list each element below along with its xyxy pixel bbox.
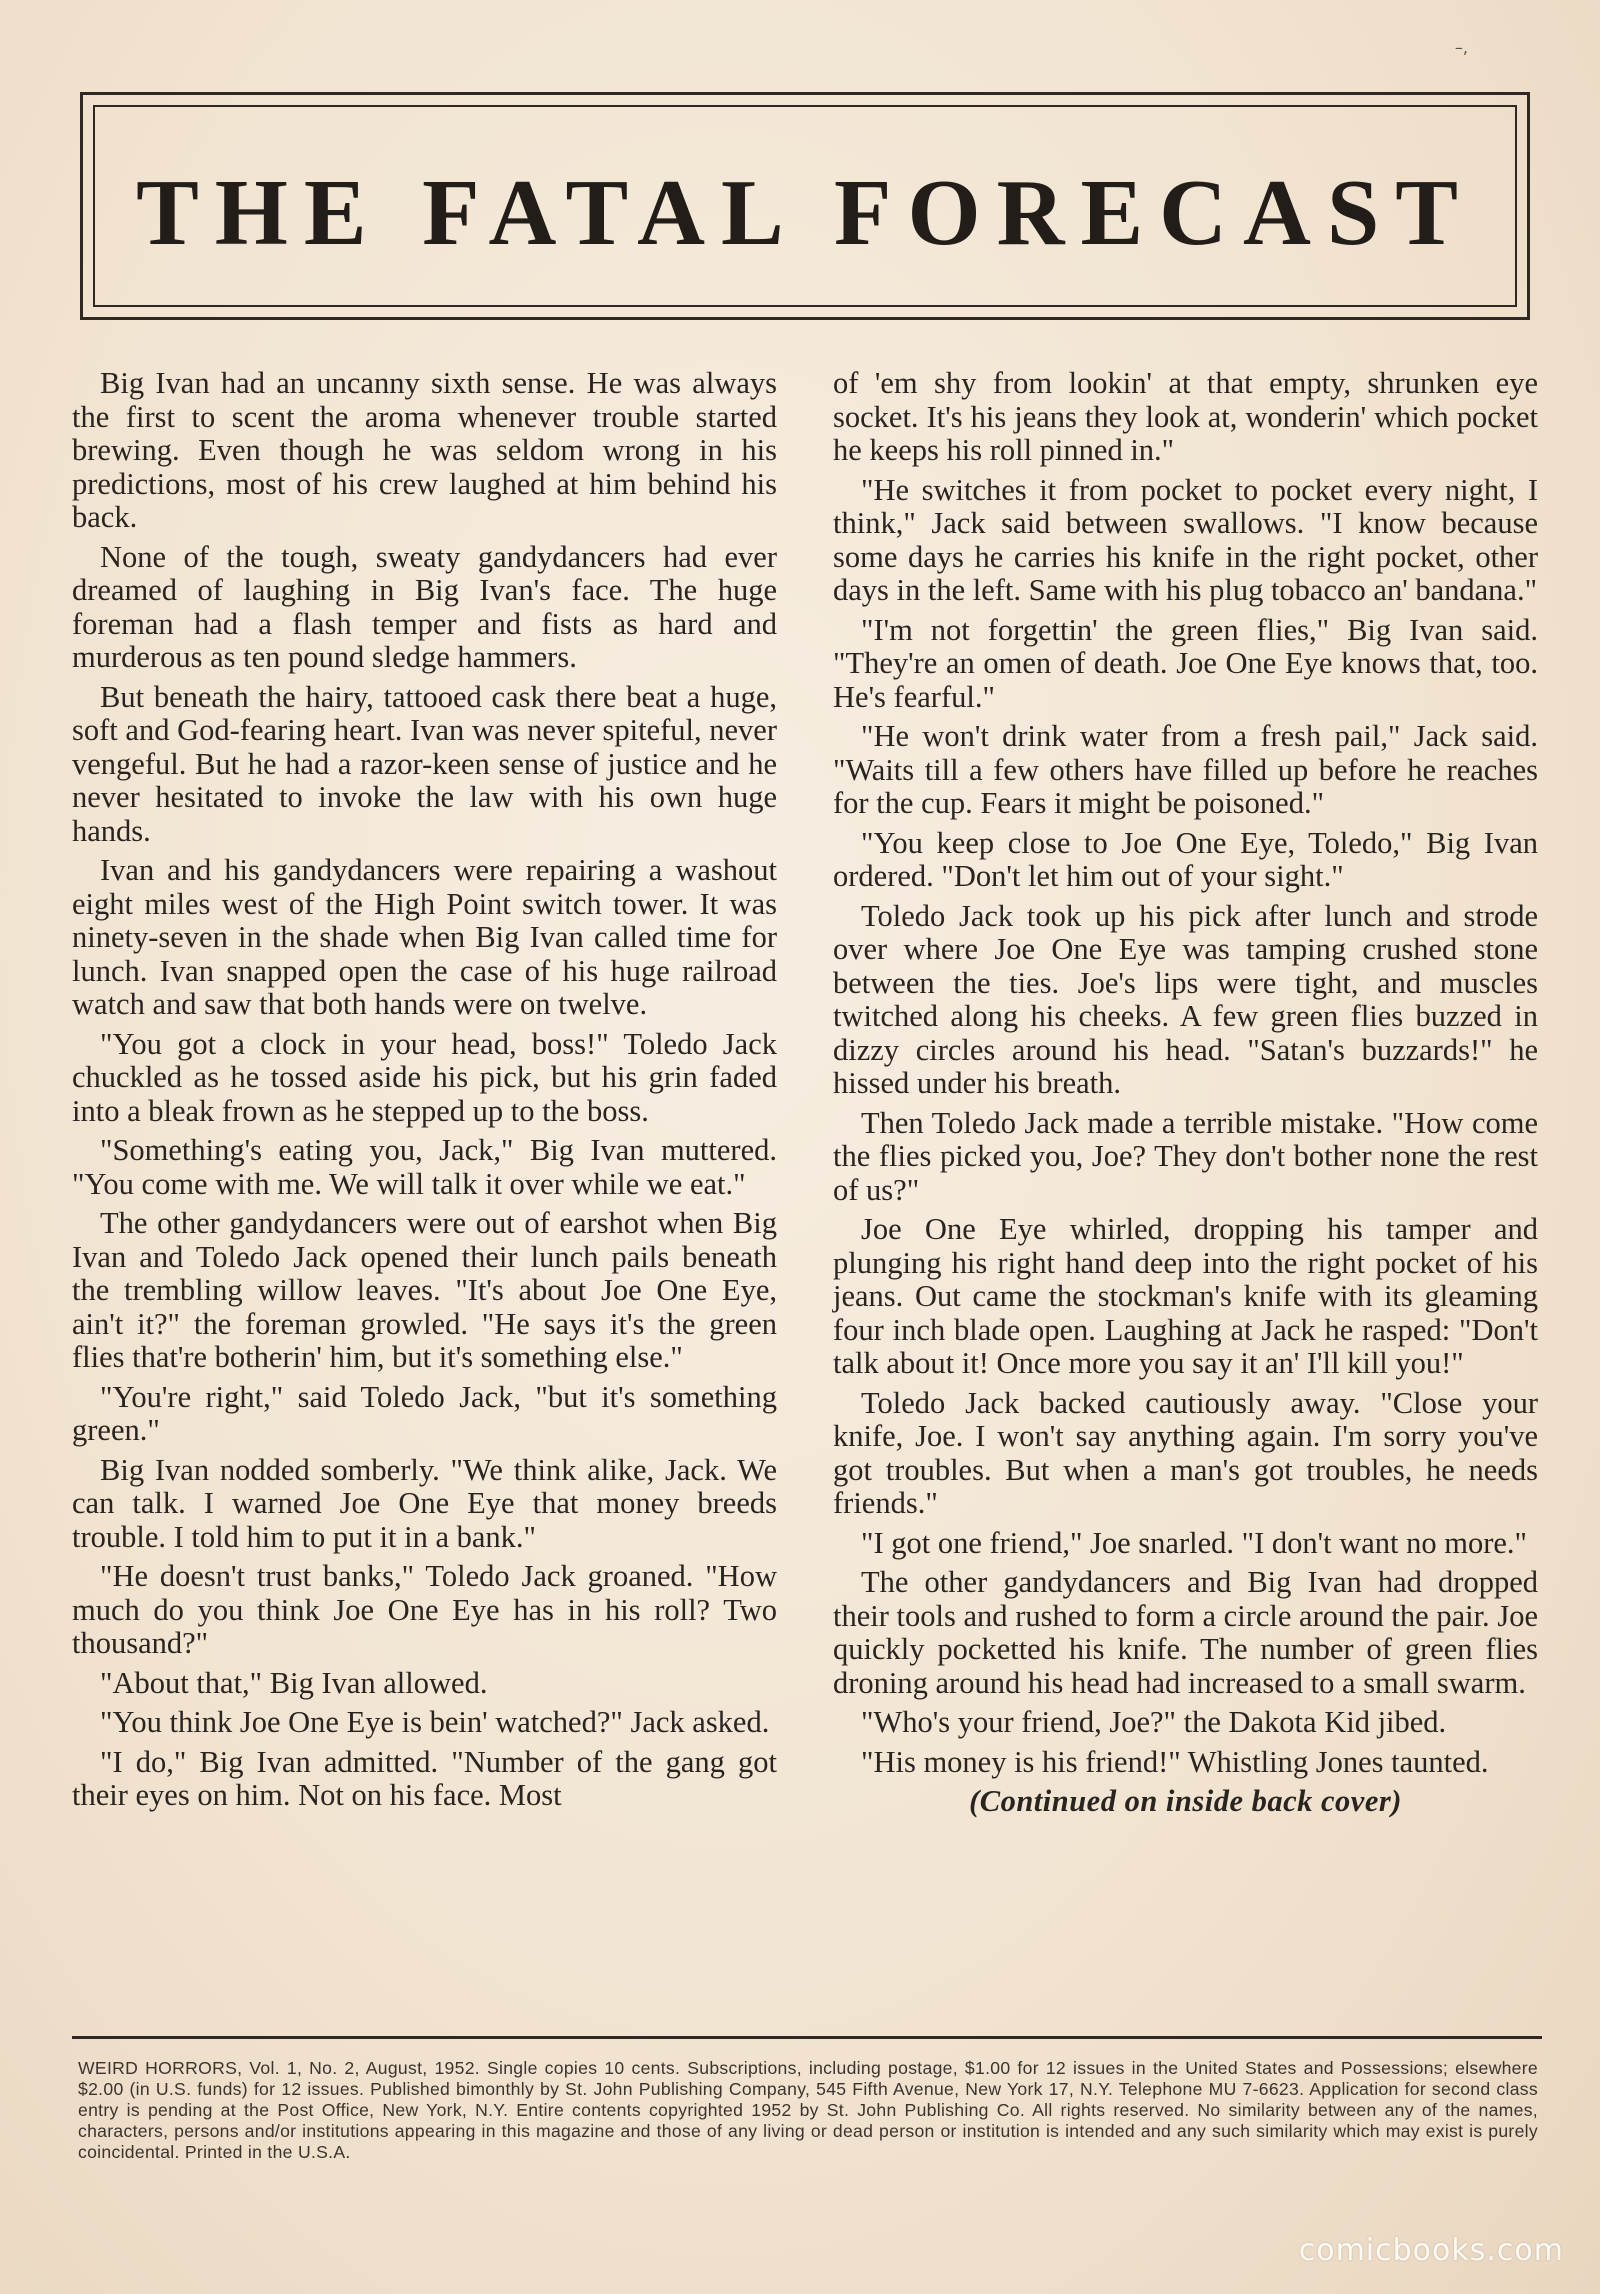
right-column — [833, 367, 1538, 2007]
paragraph: Big Ivan had an uncanny sixth sense. He was always the first to scent the aroma whenever trouble started brewing. Even though he was seldom wrong in his predictions, most of his crew laughed at him behind his back. — [72, 366, 777, 534]
paragraph: "Something's eating you, Jack," Big Ivan muttered. "You come with me. We will talk it over while we eat." — [72, 1133, 777, 1201]
paragraph: "You got a clock in your head, boss!" Toledo Jack chuckled as he tossed aside his pick, but his grin faded into a bleak frown as he stepped up to the boss. — [72, 1026, 777, 1128]
paragraph: The other gandydancers were out of earshot when Big Ivan and Toledo Jack opened their lunch pails beneath the trembling willow leaves. "It's about Joe One Eye, ain't it?" the foreman growled. "He says it's the green flies that're botherin' him, but it's something else." — [72, 1206, 777, 1374]
paragraph: Toledo Jack backed cautiously away. "Close your knife, Joe. I won't say anything again. I'm sorry you've got troubles. But when a man's got troubles, he needs friends." — [833, 1385, 1538, 1520]
paragraph: "I'm not forgettin' the green flies," Big Ivan said. "They're an omen of death. Joe One Eye knows that, too. He's fearful." — [833, 612, 1538, 714]
paragraph: Big Ivan nodded somberly. "We think alike, Jack. We can talk. I warned Joe One Eye that money breeds trouble. I told him to put it in a bank." — [72, 1452, 777, 1554]
paragraph: "I got one friend," Joe snarled. "I don't want no more." — [861, 1525, 1527, 1560]
paragraph: "He won't drink water from a fresh pail," Jack said. "Waits till a few others have filled up before he reaches for the cup. Fears it might be poisoned." — [833, 719, 1538, 820]
paragraph: "You keep close to Joe One Eye, Toledo," Big Ivan ordered. "Don't let him out of your sight." — [833, 825, 1538, 893]
title-frame — [80, 92, 1530, 320]
paragraph: "He switches it from pocket to pocket every night, I think," Jack said between swallows. "I know because some days he carries his knife in the right pocket, other days in the left. Same with his plug tobacco an' bandana." — [833, 472, 1538, 607]
paragraph: "You think Joe One Eye is bein' watched?" Jack asked. — [100, 1705, 770, 1739]
paragraph: "Who's your friend, Joe?" the Dakota Kid jibed. — [861, 1705, 1447, 1739]
paragraph: "About that," Big Ivan allowed. — [100, 1665, 488, 1700]
continued-note: (Continued on inside back cover) — [969, 1784, 1402, 1818]
paragraph: Ivan and his gandydancers were repairing a washout eight miles west of the High Point switch tower. It was ninety-seven in the shade when Big Ivan called time for lunch. Ivan snapped open the case of his huge railroad watch and saw that both hands were on twelve. — [72, 853, 777, 1021]
paragraph: Then Toledo Jack made a terrible mistake. "How come the flies picked you, Joe? They don't bother none the rest of us?" — [833, 1105, 1538, 1207]
paragraph: "He doesn't trust banks," Toledo Jack groaned. "How much do you think Joe One Eye has in his roll? Two thousand?" — [72, 1559, 777, 1660]
paragraph: Toledo Jack took up his pick after lunch and strode over where Joe One Eye was tamping crushed stone between the ties. Joe's lips were tight, and muscles twitched along his cheeks. A few green flies buzzed in dizzy circles around his head. "Satan's buzzards!" he hissed under his breath. — [833, 898, 1538, 1100]
paragraph-continuation: of 'em shy from lookin' at that empty, shrunken eye socket. It's his jeans they look at, wonderin' which pocket he keeps his roll pinned in." — [833, 366, 1538, 467]
publication-indicia: WEIRD HORRORS, Vol. 1, No. 2, August, 1952. Single copies 10 cents. Subscriptions, including postage, $1.00 for 12 issues in the United States and Possessions; elsewhere $2.00 (in U.S. funds) for 12 issues. Published bimonthly by St. John Publishing Company, 545 Fifth Avenue, New York 17, N.Y. Telephone MU 7-6623. Application for second class entry is pending at the Post Office, New York, N.Y. Entire contents copyrighted 1952 by St. John Publishing Co. All rights reserved. No similarity between any of the names, characters, persons and/or institutions appearing in this magazine and those of any living or dead person or institution is intended and any such similarity which may exist is purely coincidental. Printed in the U.S.A. — [78, 2058, 1538, 2162]
page-corner-mark: –, — [1454, 38, 1468, 57]
footer-divider — [72, 2036, 1542, 2039]
story-title: THE FATAL FORECAST — [136, 161, 1474, 265]
paragraph: But beneath the hairy, tattooed cask there beat a huge, soft and God-fearing heart. Ivan was never spiteful, never vengeful. But he had a razor-keen sense of justice and he never hesitated to invoke the law with his own huge hands. — [72, 679, 777, 848]
paragraph: "I do," Big Ivan admitted. "Number of the gang got their eyes on him. Not on his face. Most — [72, 1744, 777, 1812]
left-column — [72, 367, 777, 2007]
paragraph: The other gandydancers and Big Ivan had dropped their tools and rushed to form a circle around the pair. Joe quickly pocketted his knife. The number of green flies droning around his head had increased to a small swarm. — [833, 1565, 1538, 1700]
paragraph: "His money is his friend!" Whistling Jones taunted. — [861, 1744, 1489, 1779]
story-body — [72, 367, 1538, 2007]
watermark: comicbooks.com — [1298, 2233, 1564, 2268]
paragraph: "You're right," said Toledo Jack, "but it's something green." — [72, 1379, 777, 1447]
paragraph: Joe One Eye whirled, dropping his tamper and plunging his right hand deep into the right pocket of his jeans. Out came the stockman's knife with its gleaming four inch blade open. Laughing at Jack he rasped: "Don't talk about it! Once more you say it an' I'll kill you!" — [833, 1212, 1538, 1380]
paragraph: None of the tough, sweaty gandydancers had ever dreamed of laughing in Big Ivan's face. The huge foreman had a flash temper and fists as hard and murderous as ten pound sledge hammers. — [72, 539, 777, 674]
